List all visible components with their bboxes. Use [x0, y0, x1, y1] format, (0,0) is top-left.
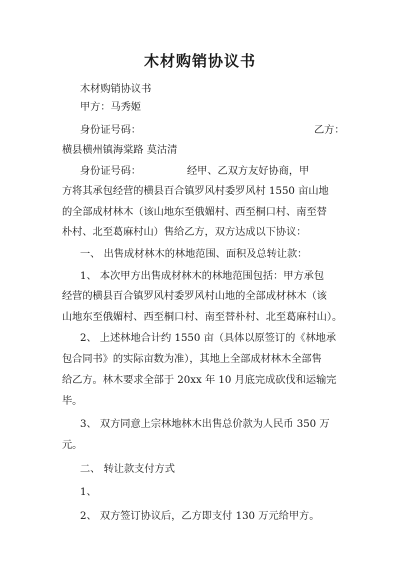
doc-line-section-2-heading: 二、 转让款支付方式	[80, 464, 175, 475]
doc-line-party-a: 甲方：马秀姬	[80, 102, 142, 113]
doc-line-item-1-cont-2: 山地东至俄媚村、西至桐口村、南至替朴村、北至葛麻村山）。	[62, 312, 343, 323]
doc-line-payment-2: 2、 双方签订协议后，乙方即支付 130 万元给甲方。	[80, 511, 320, 522]
doc-line-item-2-cont-1: 包合同书》的实际亩数为准），其地上全部成材林木全部售	[62, 354, 322, 365]
doc-line-item-3: 3、 双方同意上宗林地林木出售总价款为人民币 350 万	[80, 419, 330, 430]
doc-line-section-1-heading: 一、 出售成材林木的林地范围、面积及总转让款：	[80, 249, 308, 260]
doc-line-payment-1: 1、	[80, 487, 97, 498]
doc-line-paragraph-1: 方将其承包经营的横县百合镇罗风村委罗风村 1550 亩山地	[62, 186, 329, 197]
doc-line-subtitle: 木材购销协议书	[80, 84, 152, 95]
doc-line-party-b-address: 横县横州镇海棠路 莫沽清	[62, 145, 178, 156]
doc-line-id-a: 身份证号码：	[80, 125, 142, 136]
document-title: 木材购销协议书	[143, 52, 256, 70]
doc-line-item-1-cont-1: 经营的横县百合镇罗风村委罗风村山地的全部成材林木（该	[62, 291, 327, 302]
doc-line-item-2-cont-3: 毕。	[62, 396, 83, 407]
doc-party-b-label: 乙方：	[314, 125, 345, 136]
doc-line-item-1: 1、 本次甲方出售成材林木的林地范围包括：甲方承包	[80, 271, 325, 282]
doc-line-item-3-cont: 元。	[62, 440, 83, 451]
doc-line-paragraph-2: 的全部成材林木（该山地东至俄媚村、西至桐口村、南至替	[62, 207, 327, 218]
doc-line-id-b: 身份证号码： 经甲、乙双方友好协商，甲	[80, 166, 310, 177]
doc-line-paragraph-3: 朴村、北至葛麻村山）售给乙方，双方达成以下协议：	[62, 227, 307, 238]
doc-line-item-2-cont-2: 给乙方。林木要求全部于 20xx 年 10 月底完成砍伐和运输完	[62, 375, 337, 386]
doc-line-item-2: 2、 上述林地合计约 1550 亩（具体以原签订的《林地承	[80, 333, 337, 344]
